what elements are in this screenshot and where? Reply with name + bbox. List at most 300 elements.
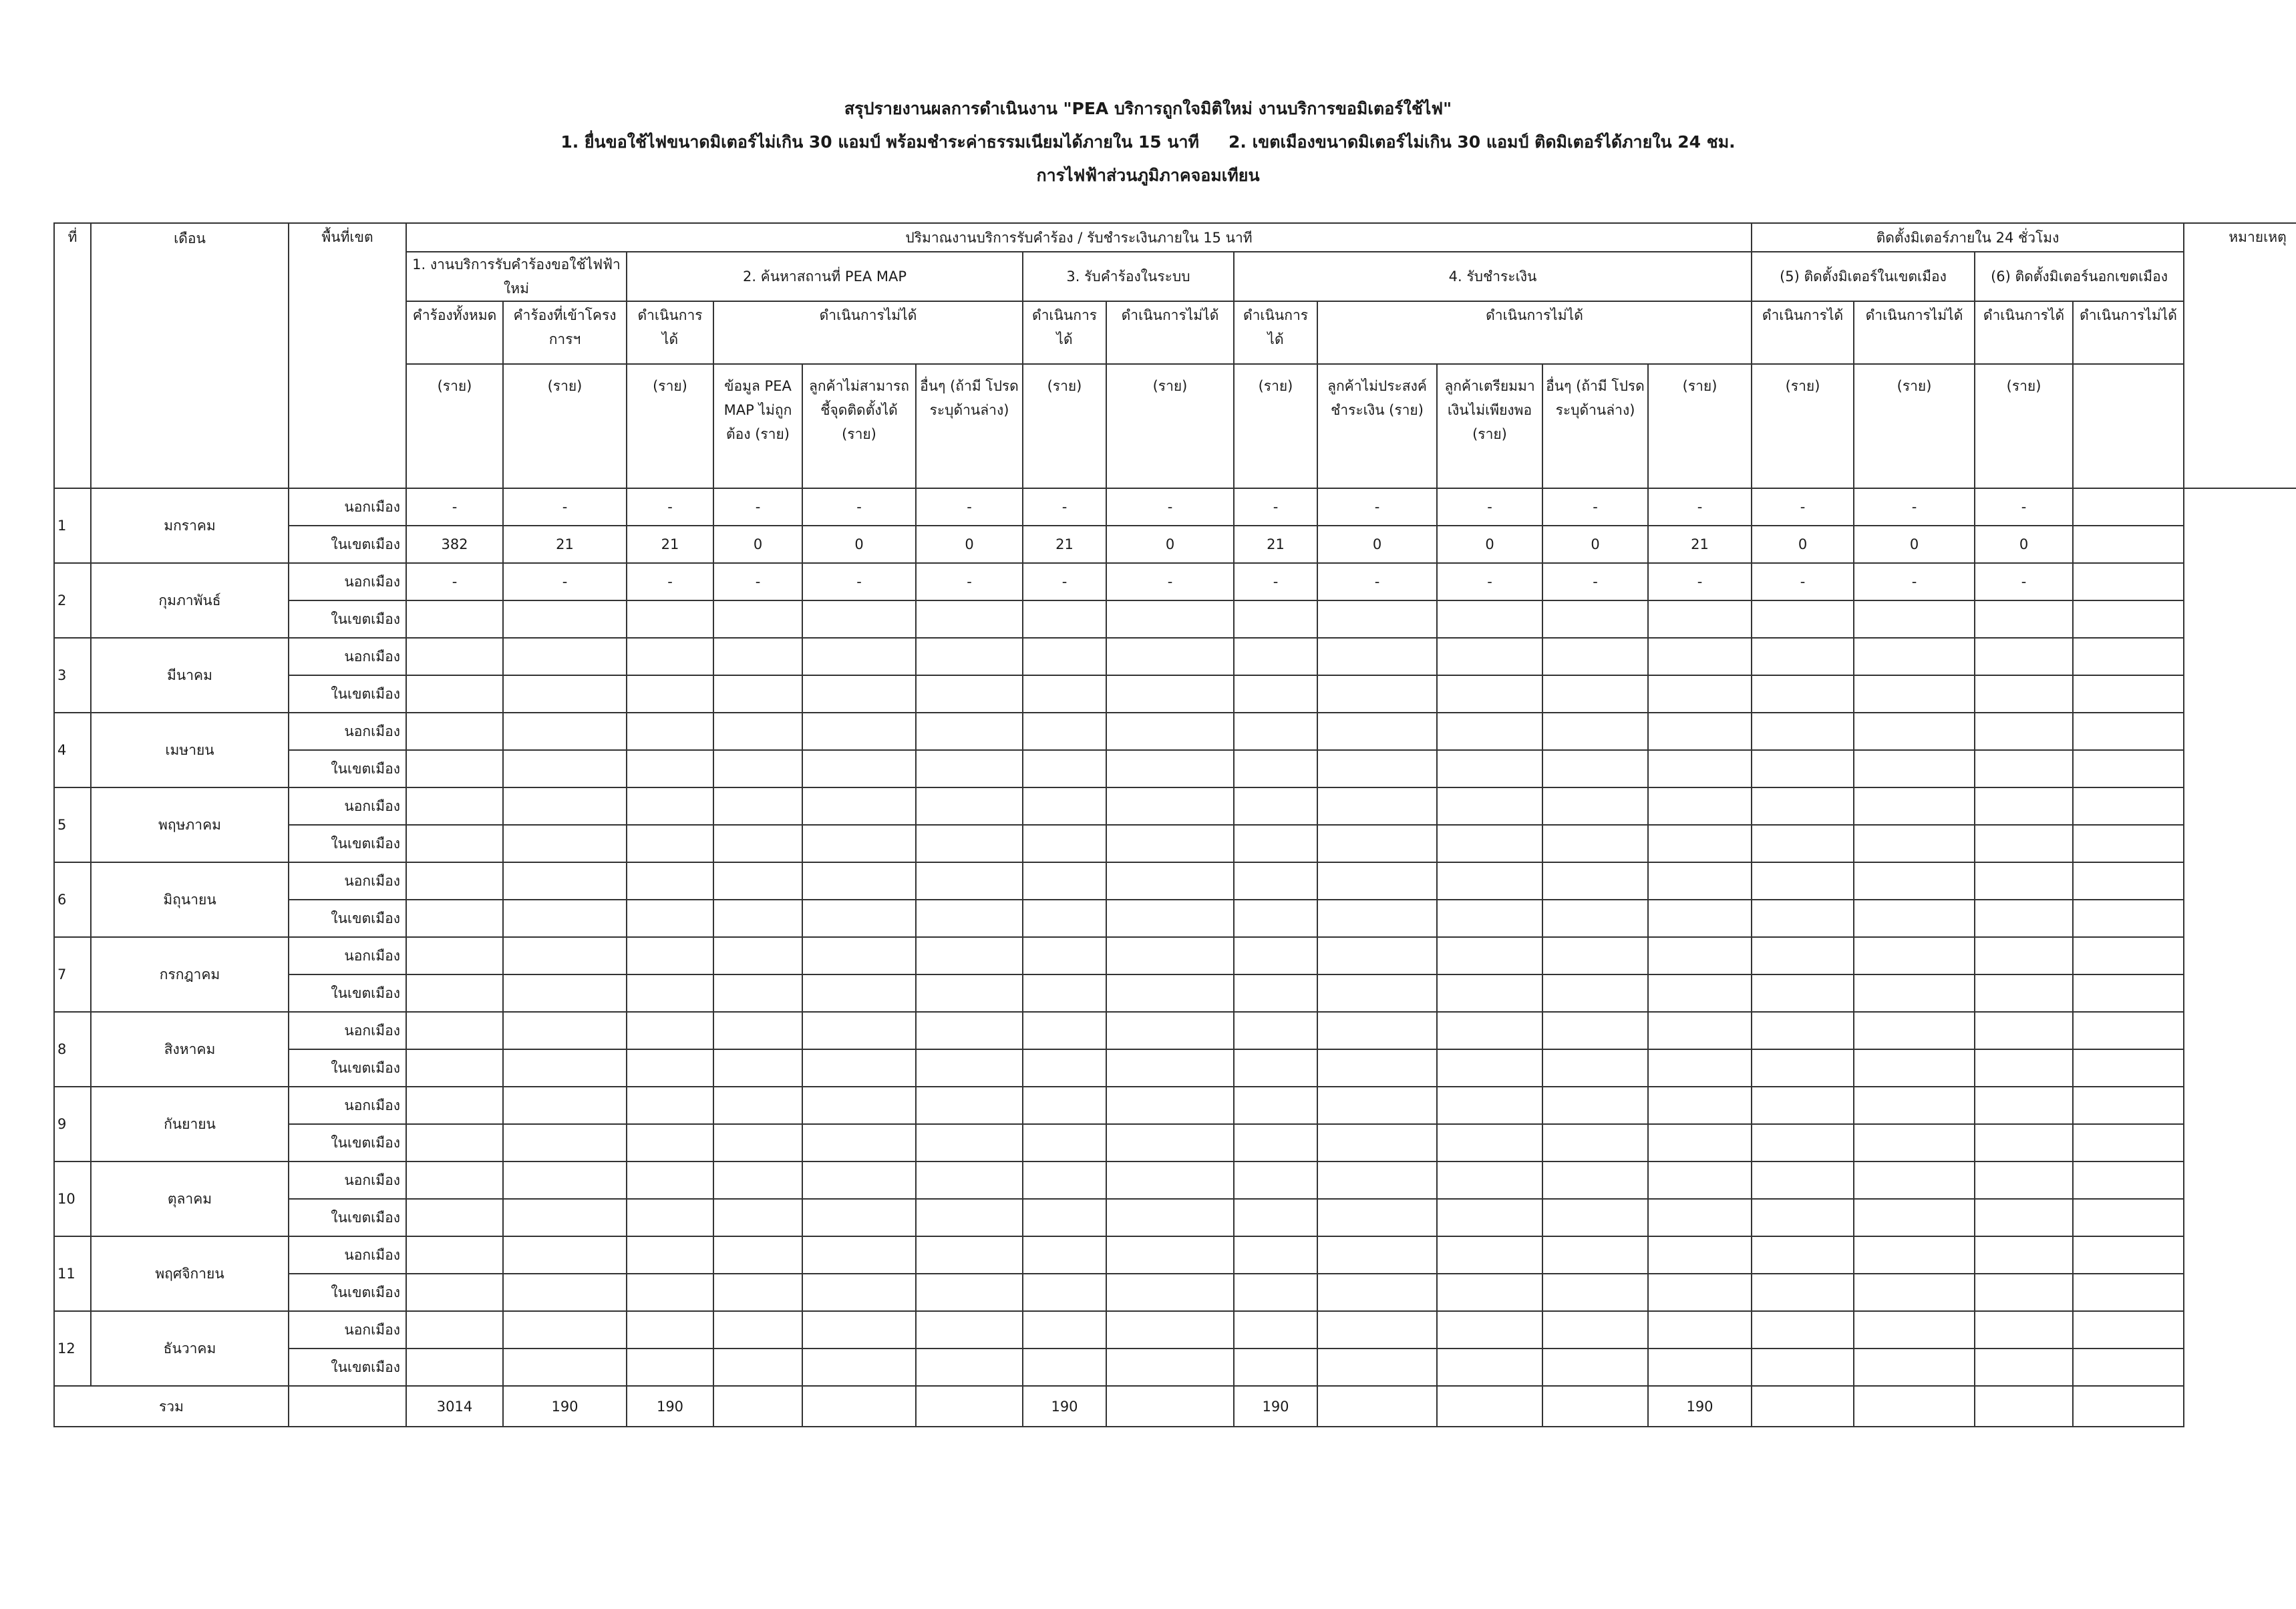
remark-cell — [2073, 1161, 2184, 1199]
area-label-outside: นอกเมือง — [289, 1012, 406, 1049]
table-cell — [1542, 1087, 1648, 1124]
table-cell — [1106, 1012, 1234, 1049]
table-cell — [1234, 1274, 1317, 1311]
table-cell — [1975, 1311, 2073, 1349]
table-cell — [1317, 1236, 1437, 1274]
table-cell — [1234, 638, 1317, 675]
total-label: รวม — [54, 1386, 289, 1427]
table-cell — [406, 713, 503, 750]
table-cell — [627, 750, 713, 787]
table-cell — [1975, 862, 2073, 900]
table-cell — [1234, 1161, 1317, 1199]
table-cell: 21 — [1648, 526, 1752, 563]
table-cell — [1234, 1012, 1317, 1049]
table-cell — [1106, 1274, 1234, 1311]
area-label-inside: ในเขตเมือง — [289, 974, 406, 1012]
table-cell — [1648, 1161, 1752, 1199]
remark-cell — [2073, 1349, 2184, 1386]
header-pea-map-wrong: ข้อมูล PEA MAP ไม่ถูกต้อง (ราย) — [713, 364, 802, 488]
table-row — [54, 675, 2296, 713]
header-requests-in-project: คำร้องที่เข้าโครงการฯ — [503, 301, 627, 364]
table-cell — [1023, 713, 1106, 750]
table-cell — [1542, 900, 1648, 937]
table-cell — [713, 1087, 802, 1124]
table-cell — [1437, 900, 1542, 937]
table-cell: - — [1023, 563, 1106, 600]
table-cell: - — [1975, 488, 2073, 526]
table-cell — [713, 825, 802, 862]
table-cell — [1854, 1161, 1975, 1199]
table-cell — [406, 1087, 503, 1124]
table-cell — [503, 600, 627, 638]
table-cell — [1752, 1087, 1854, 1124]
month-name: กุมภาพันธ์ — [91, 563, 289, 638]
table-cell — [627, 1049, 713, 1087]
table-cell — [802, 974, 916, 1012]
table-cell — [406, 900, 503, 937]
table-cell — [916, 713, 1023, 750]
table-cell — [1542, 713, 1648, 750]
table-cell — [1648, 638, 1752, 675]
table-cell — [1234, 1087, 1317, 1124]
month-number: 3 — [54, 638, 91, 713]
table-cell — [713, 600, 802, 638]
table-cell — [916, 937, 1023, 974]
table-cell — [1975, 1049, 2073, 1087]
table-cell — [916, 825, 1023, 862]
table-cell — [1023, 825, 1106, 862]
table-cell — [406, 675, 503, 713]
total-row — [54, 1386, 2296, 1427]
table-cell — [1437, 1012, 1542, 1049]
table-cell — [1023, 1124, 1106, 1161]
table-cell — [1648, 974, 1752, 1012]
table-cell: 0 — [713, 526, 802, 563]
table-cell — [1023, 675, 1106, 713]
table-cell — [1752, 675, 1854, 713]
table-cell — [916, 900, 1023, 937]
month-name: กรกฎาคม — [91, 937, 289, 1012]
area-label-inside: ในเขตเมือง — [289, 1349, 406, 1386]
header-g3-done: ดำเนินการได้ — [1023, 301, 1106, 364]
table-cell — [1023, 1049, 1106, 1087]
table-cell — [916, 787, 1023, 825]
table-cell — [1542, 1236, 1648, 1274]
table-cell — [1437, 675, 1542, 713]
month-number: 1 — [54, 488, 91, 563]
table-cell — [1023, 638, 1106, 675]
table-cell — [627, 1012, 713, 1049]
table-cell: - — [627, 488, 713, 526]
table-cell — [1317, 825, 1437, 862]
table-cell — [1317, 900, 1437, 937]
table-cell — [406, 825, 503, 862]
remark-cell — [2073, 750, 2184, 787]
table-cell — [1317, 713, 1437, 750]
table-cell: - — [1752, 563, 1854, 600]
header-customer-cannot-point: ลูกค้าไม่สามารถชี้จุดติดตั้งได้ (ราย) — [802, 364, 916, 488]
table-cell — [406, 1274, 503, 1311]
table-cell — [1234, 787, 1317, 825]
header-remark: หมายเหตุ — [2184, 223, 2296, 488]
month-name: มิถุนายน — [91, 862, 289, 937]
table-cell — [627, 1161, 713, 1199]
table-cell — [1106, 1124, 1234, 1161]
table-cell — [1234, 1049, 1317, 1087]
table-row — [54, 1087, 2296, 1124]
area-label-inside: ในเขตเมือง — [289, 675, 406, 713]
table-row — [54, 563, 2296, 600]
area-label-inside: ในเขตเมือง — [289, 1199, 406, 1236]
table-cell — [802, 1349, 916, 1386]
table-cell — [1317, 1274, 1437, 1311]
table-cell — [1542, 675, 1648, 713]
table-cell: - — [713, 563, 802, 600]
header-g4-done: ดำเนินการได้ — [1234, 301, 1317, 364]
remark-cell — [2073, 563, 2184, 600]
table-cell — [1542, 787, 1648, 825]
table-cell — [406, 1161, 503, 1199]
table-cell — [802, 1049, 916, 1087]
table-row — [54, 1124, 2296, 1161]
remark-cell — [2073, 1274, 2184, 1311]
table-row — [54, 1012, 2296, 1049]
table-cell — [1106, 713, 1234, 750]
table-cell — [1648, 1311, 1752, 1349]
table-cell — [1234, 1236, 1317, 1274]
table-cell: 0 — [1975, 526, 2073, 563]
table-cell — [1648, 600, 1752, 638]
header-no: ที่ — [54, 223, 91, 488]
table-cell — [1648, 862, 1752, 900]
table-cell — [1752, 1199, 1854, 1236]
table-cell — [1648, 900, 1752, 937]
table-cell — [1234, 600, 1317, 638]
table-cell — [1542, 1199, 1648, 1236]
table-cell — [1854, 787, 1975, 825]
table-cell — [1854, 1049, 1975, 1087]
table-cell — [1854, 1012, 1975, 1049]
table-cell — [1234, 1311, 1317, 1349]
table-cell — [1234, 1349, 1317, 1386]
remark-cell — [2073, 1311, 2184, 1349]
table-cell — [1023, 600, 1106, 638]
table-row — [54, 600, 2296, 638]
total-cell: 190 — [1023, 1386, 1106, 1427]
table-cell — [1854, 937, 1975, 974]
table-cell — [1106, 1199, 1234, 1236]
table-cell — [1975, 1124, 2073, 1161]
table-cell — [1648, 675, 1752, 713]
table-cell — [1437, 974, 1542, 1012]
table-cell — [802, 638, 916, 675]
table-cell — [1317, 1087, 1437, 1124]
table-cell — [503, 862, 627, 900]
table-cell: - — [916, 563, 1023, 600]
table-cell — [1234, 937, 1317, 974]
table-cell — [503, 937, 627, 974]
table-cell — [503, 974, 627, 1012]
table-cell — [627, 787, 713, 825]
table-cell — [1023, 1199, 1106, 1236]
table-cell — [1317, 787, 1437, 825]
table-cell — [802, 750, 916, 787]
table-cell: - — [1542, 488, 1648, 526]
table-cell — [1317, 862, 1437, 900]
table-cell — [627, 1349, 713, 1386]
header-g5-not-done: ดำเนินการไม่ได้ — [1854, 301, 1975, 364]
table-cell — [713, 900, 802, 937]
table-cell — [406, 1311, 503, 1349]
month-name: มีนาคม — [91, 638, 289, 713]
table-cell — [916, 1311, 1023, 1349]
table-cell — [1854, 825, 1975, 862]
table-cell — [1437, 1349, 1542, 1386]
table-cell — [1542, 1274, 1648, 1311]
total-cell — [802, 1386, 916, 1427]
remark-cell — [2073, 862, 2184, 900]
table-cell — [503, 787, 627, 825]
table-cell — [1542, 825, 1648, 862]
table-cell — [1437, 1236, 1542, 1274]
table-cell — [713, 1012, 802, 1049]
table-cell — [1648, 787, 1752, 825]
area-label-inside: ในเขตเมือง — [289, 750, 406, 787]
table-cell — [1106, 1349, 1234, 1386]
table-cell — [406, 862, 503, 900]
area-label-outside: นอกเมือง — [289, 488, 406, 526]
table-cell — [1317, 638, 1437, 675]
header-unit: (ราย) — [1023, 364, 1106, 488]
table-cell — [1752, 1236, 1854, 1274]
table-cell — [1542, 862, 1648, 900]
table-row — [54, 1274, 2296, 1311]
table-cell — [1648, 1274, 1752, 1311]
table-cell — [1023, 1236, 1106, 1274]
table-cell: - — [802, 563, 916, 600]
table-cell: 21 — [503, 526, 627, 563]
table-cell — [1023, 750, 1106, 787]
table-cell — [406, 750, 503, 787]
table-cell — [503, 638, 627, 675]
table-cell: - — [916, 488, 1023, 526]
header-unit: (ราย) — [1106, 364, 1234, 488]
table-cell — [503, 675, 627, 713]
header-g2-done: ดำเนินการได้ — [627, 301, 713, 364]
table-cell — [503, 900, 627, 937]
table-cell — [1437, 825, 1542, 862]
table-cell — [1437, 1311, 1542, 1349]
table-cell — [1752, 1274, 1854, 1311]
table-cell — [1542, 1349, 1648, 1386]
table-cell — [1854, 1199, 1975, 1236]
table-cell — [713, 1199, 802, 1236]
table-cell — [916, 750, 1023, 787]
table-cell — [713, 862, 802, 900]
table-row — [54, 750, 2296, 787]
area-label-outside: นอกเมือง — [289, 638, 406, 675]
total-cell — [713, 1386, 802, 1427]
table-cell — [713, 638, 802, 675]
total-cell — [1542, 1386, 1648, 1427]
table-cell — [1542, 638, 1648, 675]
remark-cell — [2073, 1199, 2184, 1236]
table-cell — [1854, 675, 1975, 713]
table-cell — [1106, 750, 1234, 787]
title-line-2a: 1. ยื่นขอใช้ไฟขนาดมิเตอร์ไม่เกิน 30 แอมป์ พร้อมชำระค่าธรรมเนียมได้ภายใน 15 นาที — [560, 132, 1200, 152]
table-cell — [1317, 1012, 1437, 1049]
table-row — [54, 1161, 2296, 1199]
table-cell: - — [1854, 488, 1975, 526]
total-cell — [1975, 1386, 2073, 1427]
total-cell: 190 — [1234, 1386, 1317, 1427]
header-others: อื่นๆ (ถ้ามี โปรดระบุด้านล่าง) — [1542, 364, 1648, 488]
table-cell — [406, 787, 503, 825]
table-cell — [1317, 974, 1437, 1012]
table-cell — [1234, 713, 1317, 750]
table-cell — [503, 1311, 627, 1349]
table-cell — [802, 1199, 916, 1236]
remark-cell — [2073, 638, 2184, 675]
table-cell — [1023, 974, 1106, 1012]
table-cell — [1752, 1161, 1854, 1199]
table-cell — [916, 974, 1023, 1012]
table-cell — [1317, 750, 1437, 787]
table-cell — [1975, 750, 2073, 787]
table-cell — [1437, 1124, 1542, 1161]
table-cell — [1106, 600, 1234, 638]
header-customer-insufficient: ลูกค้าเตรียมมาเงินไม่เพียงพอ (ราย) — [1437, 364, 1542, 488]
table-cell — [713, 1274, 802, 1311]
table-row — [54, 1199, 2296, 1236]
table-cell — [1023, 787, 1106, 825]
table-cell — [1854, 1124, 1975, 1161]
table-cell — [916, 600, 1023, 638]
table-cell — [1648, 1124, 1752, 1161]
table-cell — [1854, 1349, 1975, 1386]
area-label-inside: ในเขตเมือง — [289, 900, 406, 937]
header-g4-not-done: ดำเนินการไม่ได้ — [1317, 301, 1752, 364]
header-area: พื้นที่เขต — [289, 223, 406, 488]
month-number: 2 — [54, 563, 91, 638]
total-cell: 190 — [503, 1386, 627, 1427]
table-cell: - — [713, 488, 802, 526]
table-cell — [1317, 1049, 1437, 1087]
header-unit: (ราย) — [627, 364, 713, 488]
table-cell — [1437, 1199, 1542, 1236]
area-label-outside: นอกเมือง — [289, 787, 406, 825]
table-cell — [1023, 1311, 1106, 1349]
table-cell — [916, 1199, 1023, 1236]
report-table — [53, 222, 2296, 1427]
table-cell: - — [1854, 563, 1975, 600]
total-cell: 190 — [1648, 1386, 1752, 1427]
table-cell — [1854, 1274, 1975, 1311]
table-cell — [1975, 1087, 2073, 1124]
table-cell: - — [406, 563, 503, 600]
month-name: ตุลาคม — [91, 1161, 289, 1236]
table-cell: - — [1234, 488, 1317, 526]
table-cell — [503, 750, 627, 787]
table-cell — [503, 1161, 627, 1199]
table-cell — [1317, 1199, 1437, 1236]
header-service-volume: ปริมาณงานบริการรับคำร้อง / รับชำระเงินภายใน 15 นาที — [406, 223, 1752, 252]
table-cell — [1542, 974, 1648, 1012]
table-cell — [713, 1161, 802, 1199]
total-cell — [1106, 1386, 1234, 1427]
table-cell: 0 — [1542, 526, 1648, 563]
table-cell — [713, 1236, 802, 1274]
table-cell — [802, 713, 916, 750]
header-unit: (ราย) — [503, 364, 627, 488]
table-cell: - — [1317, 563, 1437, 600]
table-cell — [1106, 1311, 1234, 1349]
table-cell — [713, 1311, 802, 1349]
header-group-2: 2. ค้นหาสถานที่ PEA MAP — [627, 252, 1023, 301]
month-name: พฤศจิกายน — [91, 1236, 289, 1311]
total-cell: 190 — [627, 1386, 713, 1427]
area-label-inside: ในเขตเมือง — [289, 526, 406, 563]
table-row — [54, 1349, 2296, 1386]
table-cell — [1854, 600, 1975, 638]
table-cell — [1317, 1124, 1437, 1161]
table-cell — [1317, 1311, 1437, 1349]
title-line-3: การไฟฟ้าส่วนภูมิภาคจอมเทียน — [1036, 166, 1260, 185]
table-cell — [1975, 1274, 2073, 1311]
total-cell: 3014 — [406, 1386, 503, 1427]
table-row — [54, 900, 2296, 937]
table-cell — [406, 937, 503, 974]
table-cell — [503, 1349, 627, 1386]
table-cell — [1975, 1199, 2073, 1236]
table-cell — [1106, 900, 1234, 937]
remark-cell — [2073, 974, 2184, 1012]
area-label-outside: นอกเมือง — [289, 937, 406, 974]
table-cell — [1023, 1012, 1106, 1049]
table-cell — [1975, 974, 2073, 1012]
table-cell: - — [1317, 488, 1437, 526]
month-number: 10 — [54, 1161, 91, 1236]
table-cell — [503, 1049, 627, 1087]
table-cell — [1106, 787, 1234, 825]
table-cell: - — [1437, 563, 1542, 600]
table-cell: 21 — [627, 526, 713, 563]
total-area-cell — [289, 1386, 406, 1427]
table-cell — [1648, 1236, 1752, 1274]
table-cell — [1234, 675, 1317, 713]
table-cell — [1648, 1199, 1752, 1236]
table-cell — [1234, 1199, 1317, 1236]
title-line-2b: 2. เขตเมืองขนาดมิเตอร์ไม่เกิน 30 แอมป์ ติดมิเตอร์ได้ภายใน 24 ชม. — [1228, 132, 1736, 152]
table-cell: 21 — [1234, 526, 1317, 563]
table-cell — [503, 1087, 627, 1124]
table-cell — [1023, 862, 1106, 900]
table-cell — [1437, 1049, 1542, 1087]
table-cell — [1437, 1274, 1542, 1311]
remark-cell — [2073, 488, 2184, 526]
table-cell — [1106, 1087, 1234, 1124]
header-all-requests: คำร้องทั้งหมด — [406, 301, 503, 364]
table-cell — [406, 1124, 503, 1161]
area-label-outside: นอกเมือง — [289, 1087, 406, 1124]
table-cell — [627, 1199, 713, 1236]
table-cell — [1106, 1236, 1234, 1274]
header-unit: (ราย) — [1648, 364, 1752, 488]
title-line-2 — [0, 126, 2296, 159]
table-cell — [1752, 1049, 1854, 1087]
table-cell — [1317, 1349, 1437, 1386]
table-cell — [713, 1124, 802, 1161]
